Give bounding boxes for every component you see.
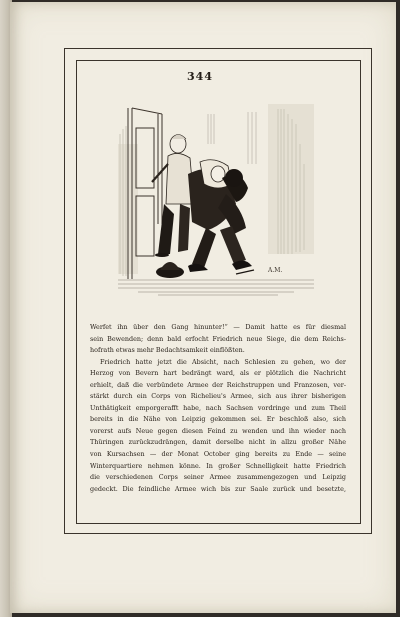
text-line: vorerst aufs Neue gegen diesen Feind zu wenden und ihn wieder nach — [90, 426, 346, 435]
text-line: stärkt durch ein Corps von Richelieu's Armee, sich aus ihrer bisherigen — [90, 392, 346, 401]
text-line: Werfet ihn über den Gang hinunter!“ — Damit hatte es für diesmal — [90, 323, 346, 331]
paragraph-1 — [90, 322, 346, 357]
body-text — [90, 322, 346, 495]
text-line: von Kursachsen — der Monat October ging bereits zu Ende — seine — [90, 450, 346, 459]
text-line: sein Bewenden; denn bald erfocht Friedrich neue Siege, die dem Reichs- — [90, 334, 346, 343]
text-line: Herzog von Bevern hart bedrängt ward, als er plötzlich die Nachricht — [90, 369, 346, 378]
text-line: bereits in die Nähe von Leipzig gekommen sei. Er beschloß also, sich — [90, 415, 346, 424]
illustration-signature: A.M. — [268, 267, 283, 274]
text-line: Thüringen zurückzudrängen, damit derselbe nicht in allzu großer Nähe — [90, 438, 346, 447]
text-line: erhielt, daß die verbündete Armee der Reichstruppen und Franzosen, ver- — [90, 380, 346, 389]
text-line: Winterquartiere nehmen könne. In großer Schnelligkeit hatte Friedrich — [90, 461, 346, 470]
text-line: Unthätigkeit emporgerafft habe, nach Sachsen vordringe und zum Theil — [90, 403, 346, 412]
page-number: 344 — [187, 70, 213, 83]
text-line: hofrath etwas mehr Bedachtsamkeit einflößten. — [90, 346, 245, 355]
text-line: die verschiedenen Corps seiner Armee zusammengezogen und Leipzig — [90, 473, 346, 482]
text-line: Friedrich hatte jetzt die Absicht, nach Schlesien zu gehen, wo der — [100, 357, 346, 366]
paragraph-2 — [90, 357, 346, 496]
text-line: gedeckt. Die feindliche Armee wich bis zur Saale zurück und besetzte, — [90, 484, 346, 493]
engraving-illustration — [118, 104, 314, 300]
